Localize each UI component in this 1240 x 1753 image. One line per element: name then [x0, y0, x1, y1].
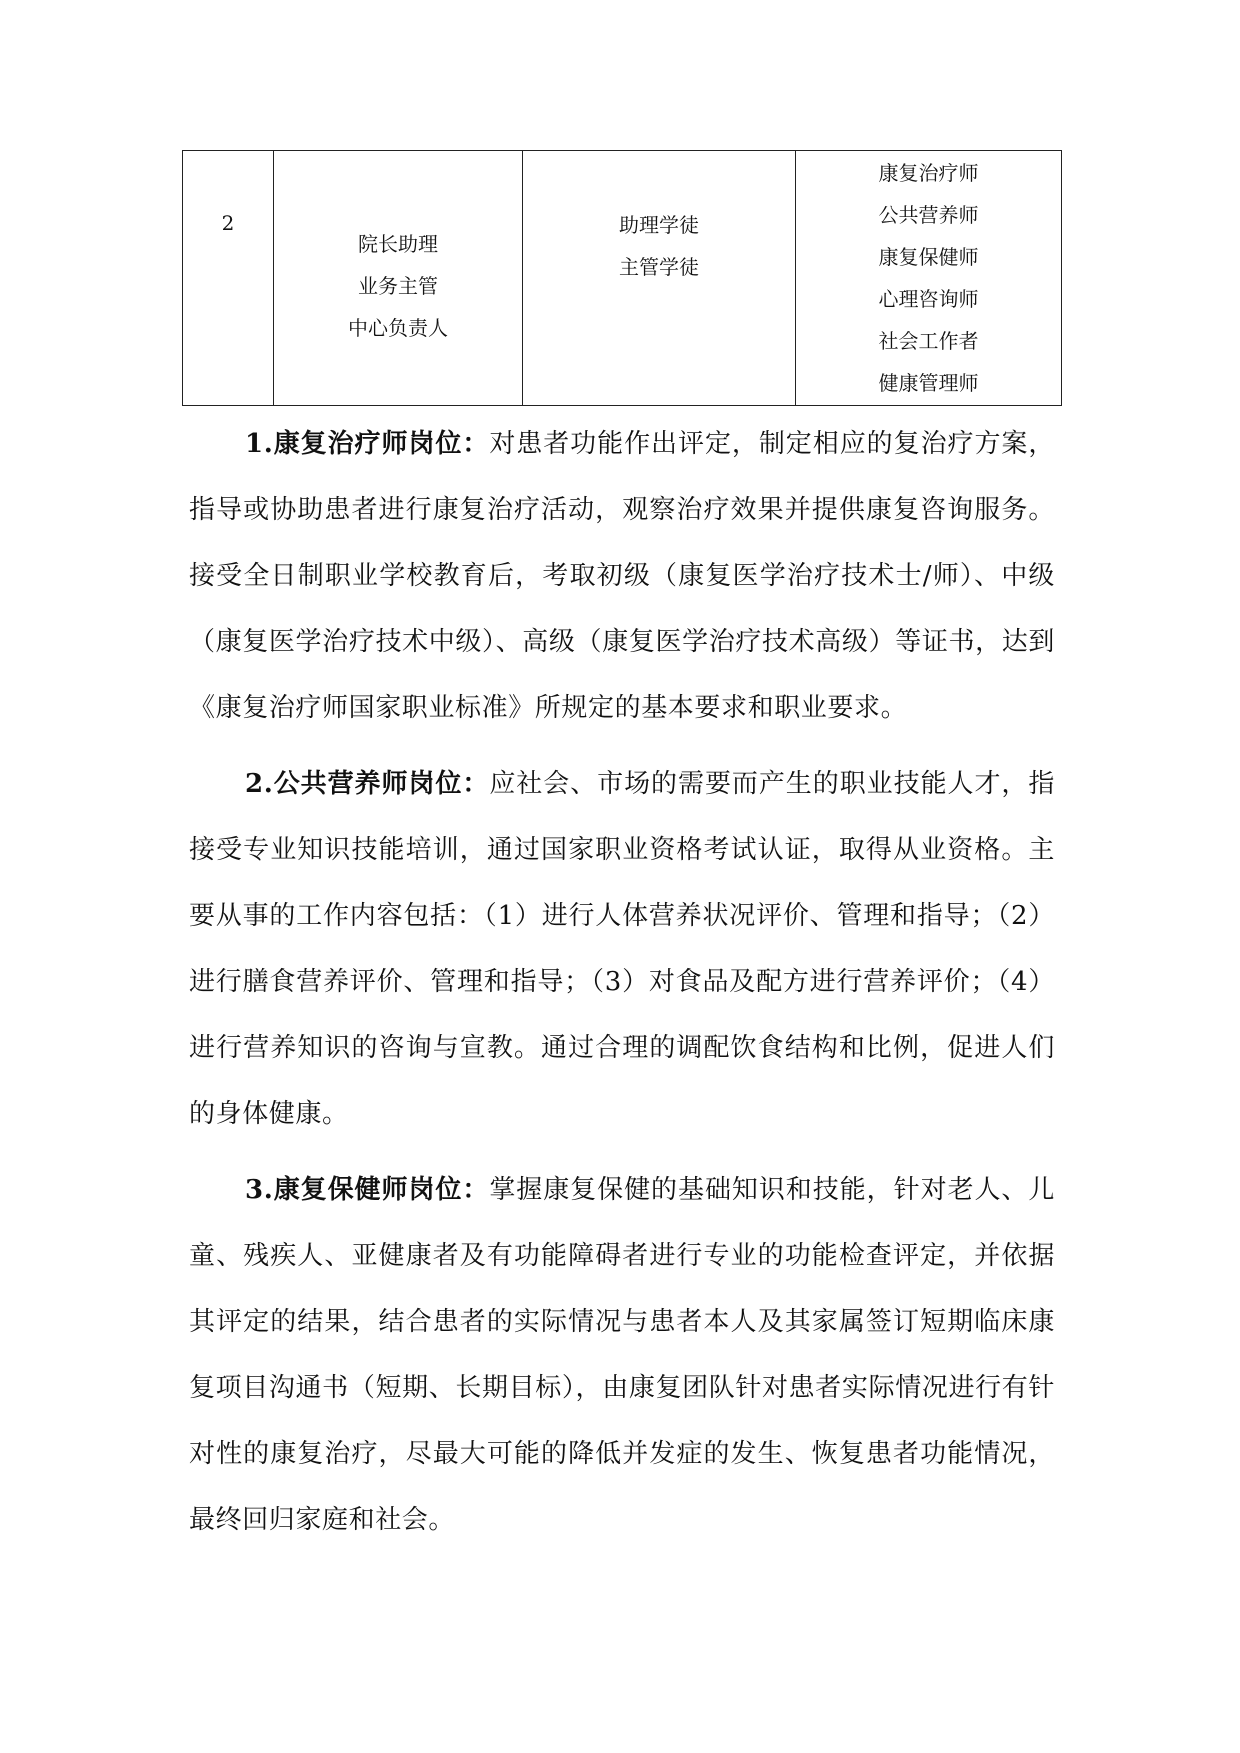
paragraph-public-nutritionist [189, 751, 1055, 1147]
row-index-cell [183, 151, 274, 406]
position-item: 院长助理 [358, 232, 438, 256]
paragraph-text: 掌握康复保健的基础知识和技能，针对老人、儿童、残疾人、亚健康者及有功能障碍者进行专业的功能检查评定，并依据其评定的结果，结合患者的实际情况与患者本人及其家属签订短期临床康复项目沟通书（短期、长期目标），由康复团队针对患者实际情况进行有针对性的康复治疗，尽最大可能的降低并发症的发生、恢复患者功能情况，最终回归家庭和社会。 [189, 1175, 1055, 1535]
table-row [183, 151, 1062, 406]
position-item: 中心负责人 [348, 316, 448, 340]
apprentice-level-item: 助理学徒 [619, 213, 699, 237]
certificate-item: 健康管理师 [878, 371, 979, 395]
certificate-item: 社会工作者 [878, 329, 979, 353]
certificate-item: 心理咨询师 [878, 287, 979, 311]
paragraph-lead: 1.康复治疗师岗位： [245, 429, 490, 459]
paragraph-text: 应社会、市场的需要而产生的职业技能人才，指接受专业知识技能培训，通过国家职业资格考试认证，取得从业资格。主要从事的工作内容包括：（1）进行人体营养状况评价、管理和指导；（2）进行膳食营养评价、管理和指导；（3）对食品及配方进行营养评价；（4）进行营养知识的咨询与宣教。通过合理的调配饮食结构和比例，促进人们的身体健康。 [189, 769, 1055, 1129]
position-item: 业务主管 [358, 274, 438, 298]
certificate-item: 公共营养师 [878, 203, 979, 227]
row-index: 2 [221, 211, 235, 235]
apprentice-levels-cell [523, 151, 796, 406]
paragraph-lead: 3.康复保健师岗位： [245, 1175, 490, 1205]
apprentice-level-item: 主管学徒 [619, 255, 699, 279]
certificate-item: 康复保健师 [878, 245, 979, 269]
post-table [182, 150, 1062, 406]
body-text [189, 411, 1055, 1553]
positions-cell [274, 151, 523, 406]
certificate-item: 康复治疗师 [878, 161, 979, 185]
paragraph-rehab-healthcare [189, 1157, 1055, 1553]
paragraph-rehab-therapist [189, 411, 1055, 741]
paragraph-lead: 2.公共营养师岗位： [245, 769, 490, 799]
certificates-cell [796, 151, 1062, 406]
paragraph-text: 对患者功能作出评定，制定相应的复治疗方案，指导或协助患者进行康复治疗活动，观察治疗效果并提供康复咨询服务。接受全日制职业学校教育后，考取初级（康复医学治疗技术士/师）、中级（康复医学治疗技术中级）、高级（康复医学治疗技术高级）等证书，达到《康复治疗师国家职业标准》所规定的基本要求和职业要求。 [189, 429, 1055, 723]
